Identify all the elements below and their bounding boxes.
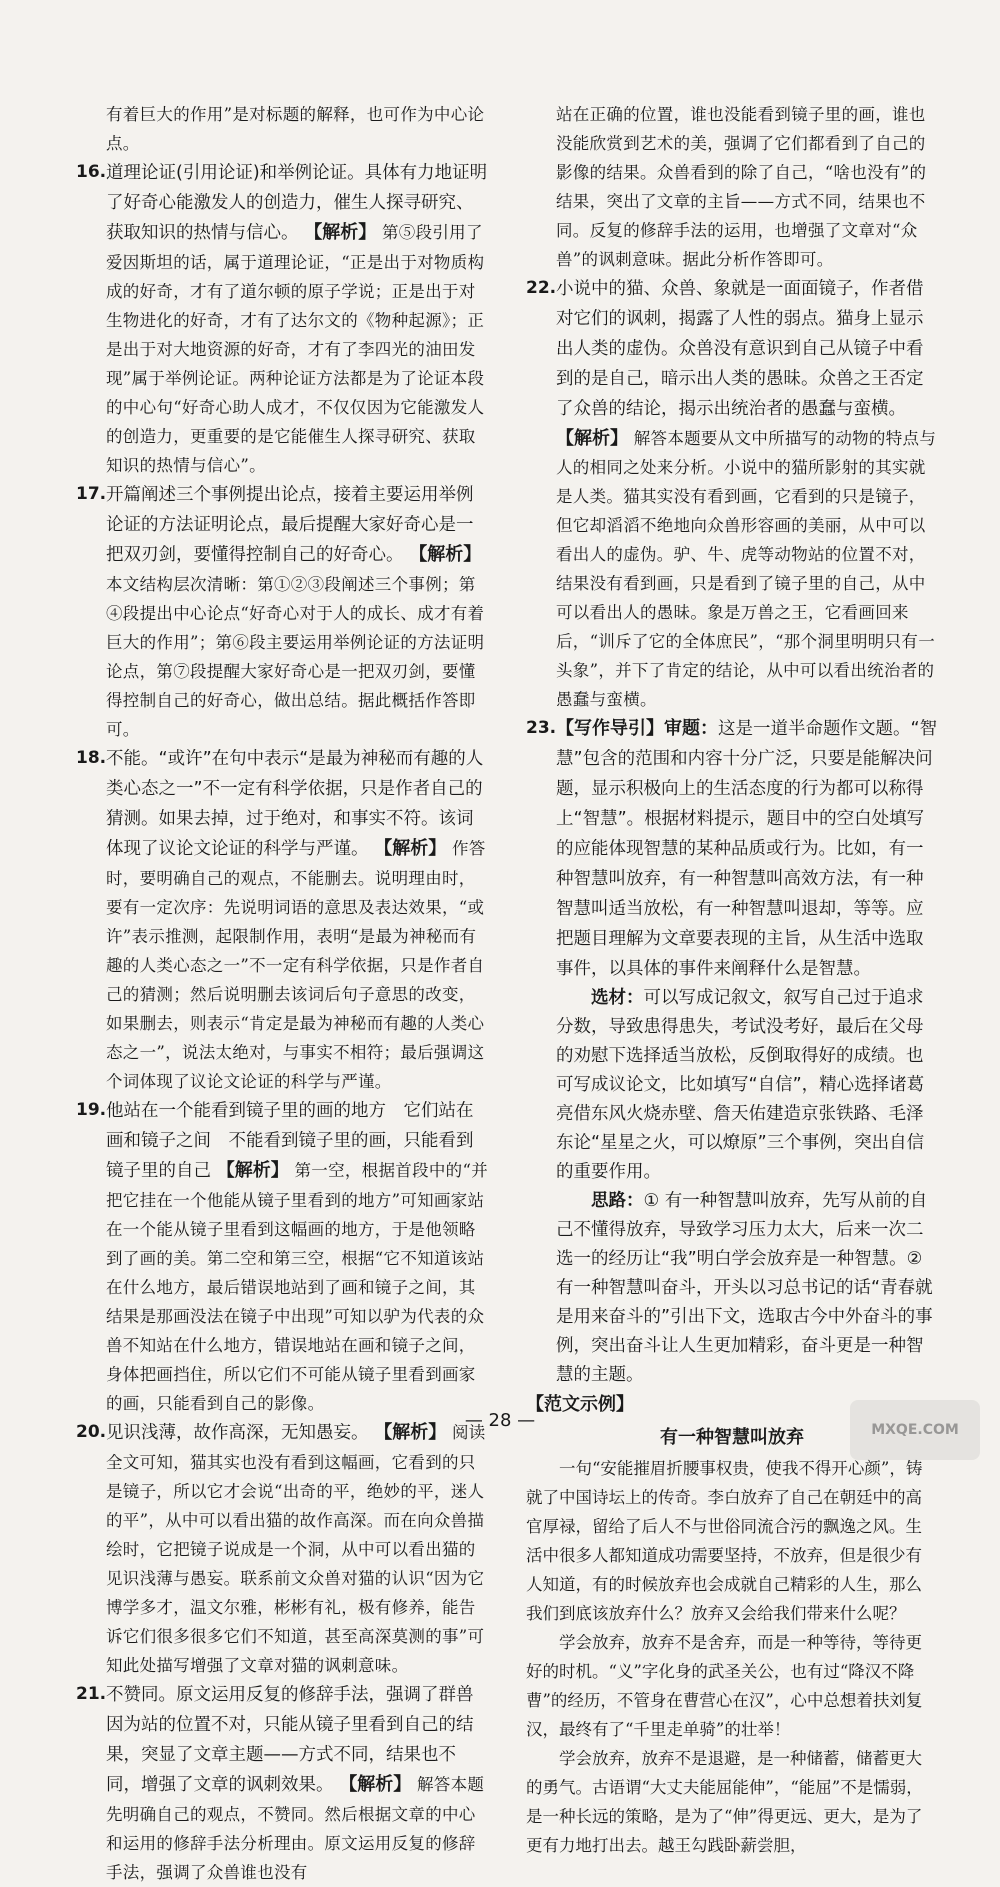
answer-text: 见识浅薄，故作高深，无知愚妄。 — [106, 1423, 369, 1443]
shenti-label: 审题： — [664, 718, 718, 739]
answer-text: 他站在一个能看到镜子里的画的地方 它们站在画和镜子之间 不能看到镜子里的画，只能看到镜子里的自己 — [106, 1101, 474, 1181]
question-19 — [76, 1096, 488, 1418]
silu-paragraph — [526, 1187, 938, 1390]
question-number: 18. — [76, 748, 107, 768]
left-column — [76, 100, 488, 1887]
question-16 — [76, 158, 488, 480]
page-number: — 28 — — [464, 1410, 536, 1431]
analysis-text: 作答时，要明确自己的观点，不能删去。说明理由时，要有一定次序：先说明词语的意思及表达效果，“或许”表示推测，起限制作用，表明“是最为神秘而有趣的人类心态之一”不一定有科学依据，只是作者自己的猜测；然后说明删去该词后句子意思的改变，如果删去，则表示“肯定是最为神秘而有趣的人类心态之一”，说法太绝对，与事实不相符；最后强调这个词体现了议论文论证的科学与严谨。 — [106, 839, 486, 1091]
answer-text: 不赞同。原文运用反复的修辞手法，强调了群兽因为站的位置不对，只能从镜子里看到自己的结果，突显了文章主题——方式不同，结果也不同，增强了文章的讽刺效果。 — [106, 1685, 474, 1795]
analysis-tag: 【解析】 — [409, 544, 482, 565]
analysis-text: 本文结构层次清晰：第①②③段阐述三个事例；第④段提出中心论点“好奇心对于人的成长、成才有着巨大的作用”；第⑥段主要运用举例论证的方法证明论点，第⑦段提醒大家好奇心是一把双刃剑，要懂得控制自己的好奇心，做出总结。据此概括作答即可。 — [106, 575, 485, 739]
analysis-tag: 【解析】 — [339, 1774, 412, 1795]
essay-paragraph-2: 学会放弃，放弃不是舍弃，而是一种等待，等待更好的时机。“义”字化身的武圣关公，也有过“降汉不降曹”的经历，不管身在曹营心在汉”，心中总想着扶刘复汉，最终有了“千里走单骑”的壮举！ — [526, 1633, 923, 1739]
analysis-text: 第一空，根据首段中的“并把它挂在一个他能从镜子里看到的地方”可知画家站在一个能从镜子里看到这幅画的地方，于是他领略到了画的美。第二空和第三空，根据“它不知道该站在什么地方，最后错误地站到了画和镜子之间，其结果是那画没法在镜子中出现”可知以驴为代表的众兽不知站在什么地方，错误地站在画和镜子之间，身体把画挡住，所以它们不可能从镜子里看到画家的画，只能看到自己的影像。 — [106, 1161, 489, 1413]
question-number: 21. — [76, 1684, 107, 1704]
analysis-text: 阅读全文可知，猫其实也没有看到这幅画，它看到的只是镜子，所以它才会说“出奇的平，绝妙的平，迷人的平”，从中可以看出猫的故作高深。而在向众兽描绘时，它把镜子说成是一个洞，从中可以看出猫的见识浅薄与愚妄。联系前文众兽对猫的认识“因为它博学多才，温文尔雅，彬彬有礼，极有修养，能告诉它们很多很多它们不知道，甚至高深莫测的事”可知此处描写增强了文章对猫的讽刺意味。 — [106, 1423, 486, 1675]
essay-paragraph-3: 学会放弃，放弃不是退避，是一种储蓄，储蓄更大的勇气。古语谓“大丈夫能屈能伸”，“能屈”不是懦弱，是一种长远的策略，是为了“伸”得更远、更大，是为了更有力地打出去。越王勾践卧薪尝胆， — [526, 1749, 923, 1855]
answer-text: 小说中的猫、众兽、象就是一面面镜子，作者借对它们的讽刺，揭露了人性的弱点。猫身上显示出人类的虚伪。众兽没有意识到自己从镜子中看到的是自己，暗示出人类的愚昧。众兽之王否定了众兽的结论，揭示出统治者的愚蠢与蛮横。 — [556, 279, 924, 419]
question-20 — [76, 1418, 488, 1680]
analysis-tag: 【解析】 — [374, 838, 447, 859]
xuancai-paragraph — [526, 984, 938, 1187]
essay-title: 有一种智慧叫放弃 — [660, 1427, 804, 1448]
answer-text: 不能。“或许”在句中表示“是最为神秘而有趣的人类心态之一”不一定有科学依据，只是作者自己的猜测。如果去掉，过于绝对，和事实不符。该词体现了议论文论证的科学与严谨。 — [106, 749, 484, 859]
analysis-tag: 【解析】 — [216, 1160, 289, 1181]
question-number: 17. — [76, 484, 107, 504]
analysis-tag: 【解析】 — [304, 222, 377, 243]
xuancai-text: 可以写成记叙文，叙写自己过于追求分数，导致患得患失，考试没考好，最后在父母的劝慰下选择适当放松，反倒取得好的成绩。也可写成议论文，比如填写“自信”，精心选择诸葛亮借东风火烧赤壁、詹天佑建造京张铁路、毛泽东论“星星之火，可以燎原”三个事例，突出自信的重要作用。 — [556, 988, 925, 1182]
xuancai-label: 选材： — [591, 988, 644, 1008]
analysis-tag: 【解析】 — [556, 428, 628, 449]
sample-essay-label: 【范文示例】 — [526, 1394, 634, 1415]
question-number: 22. — [526, 278, 557, 298]
analysis-text: 解答本题要从文中所描写的动物的特点与人的相同之处来分析。小说中的猫所影射的其实就是人类。猫其实没有看到画，它看到的只是镜子，但它却滔滔不绝地向众兽形容画的美丽，从中可以看出人的虚伪。驴、牛、虎等动物站的位置不对，结果没有看到画，只是看到了镜子里的自己，从中可以看出人的愚昧。象是万兽之王，它看画回来后，“训斥了它的全体庶民”，“那个洞里明明只有一头象”，并下了肯定的结论，从中可以看出统治者的愚蠢与蛮横。 — [556, 429, 937, 709]
right-column — [526, 100, 938, 1860]
answer-text: 开篇阐述三个事例提出论点，接着主要运用举例论证的方法证明论点，最后提醒大家好奇心是一把双刃剑，要懂得控制自己的好奇心。 — [106, 485, 474, 565]
answer-text: 道理论证(引用论证)和举例论证。具体有力地证明了好奇心能激发人的创造力，催生人探寻研究、获取知识的热情与信心。 — [106, 163, 488, 243]
analysis-text: 解答本题先明确自己的观点，不赞同。然后根据文章的中心和运用的修辞手法分析理由。原文运用反复的修辞手法，强调了众兽谁也没有 — [106, 1775, 485, 1882]
question-23 — [526, 714, 938, 984]
question-22 — [526, 274, 938, 714]
question-number: 20. — [76, 1422, 107, 1442]
question-number: 23. — [526, 718, 557, 738]
analysis-text: 第⑤段引用了爱因斯坦的话，属于道理论证，“正是出于对物质构成的好奇，才有了道尔顿的原子学说；正是出于对生物进化的好奇，才有了达尔文的《物种起源》；正是出于对大地资源的好奇，才有了李四光的油田发现”属于举例论证。两种论证方法都是为了论证本段的中心句“好奇心助人成才，不仅仅因为它能激发人的创造力，更重要的是它能催生人探寻研究、获取知识的热情与信心”。 — [106, 223, 485, 475]
watermark-logo: MXQE.COM — [850, 1400, 980, 1460]
analysis-tag: 【解析】 — [374, 1422, 447, 1443]
question-17 — [76, 480, 488, 744]
writing-guide-tag: 【写作导引】 — [556, 718, 664, 739]
silu-label: 思路： — [591, 1191, 644, 1211]
silu-text: ① 有一种智慧叫放弃，先写从前的自己不懂得放弃，导致学习压力太大，后来一次二选一的经历让“我”明白学会放弃是一种智慧。② 有一种智慧叫奋斗，开头以习总书记的话“青春就是用来奋斗的”引出下文，选取古今中外奋斗的事例，突出奋斗让人生更加精彩，奋斗更是一种智慧的主题。 — [556, 1191, 933, 1385]
question-21 — [76, 1680, 488, 1887]
question-21-continued: 站在正确的位置，谁也没能看到镜子里的画，谁也没能欣赏到艺术的美，强调了它们都看到了自己的影像的结果。众兽看到的除了自己，“啥也没有”的结果，突出了文章的主旨——方式不同，结果也不同。反复的修辞手法的运用，也增强了文章对“众兽”的讽刺意味。据此分析作答即可。 — [556, 105, 927, 269]
essay-paragraph-1: 一句“安能摧眉折腰事权贵，使我不得开心颜”，铸就了中国诗坛上的传奇。李白放弃了自己在朝廷中的高官厚禄，留给了后人不与世俗同流合污的飘逸之风。生活中很多人都知道成功需要坚持，不放弃，但是很少有人知道，有的时候放弃也会成就自己精彩的人生，那么我们到底该放弃什么？放弃又会给我们带来什么呢？ — [526, 1459, 923, 1623]
question-18 — [76, 744, 488, 1096]
intro-text: 有着巨大的作用”是对标题的解释，也可作为中心论点。 — [106, 105, 485, 153]
question-number: 19. — [76, 1100, 107, 1120]
shenti-text: 这是一道半命题作文题。“智慧”包含的范围和内容十分广泛，只要是能解决问题，显示积极向上的生活态度的行为都可以称得上“智慧”。根据材料提示，题目中的空白处填写的应能体现智慧的某种品质或行为。比如，有一种智慧叫放弃，有一种智慧叫高效方法，有一种智慧叫适当放松，有一种智慧叫退却，等等。应把题目理解为文章要表现的主旨，从生活中选取事件，以具体的事件来阐释什么是智慧。 — [556, 719, 938, 979]
question-number: 16. — [76, 162, 107, 182]
